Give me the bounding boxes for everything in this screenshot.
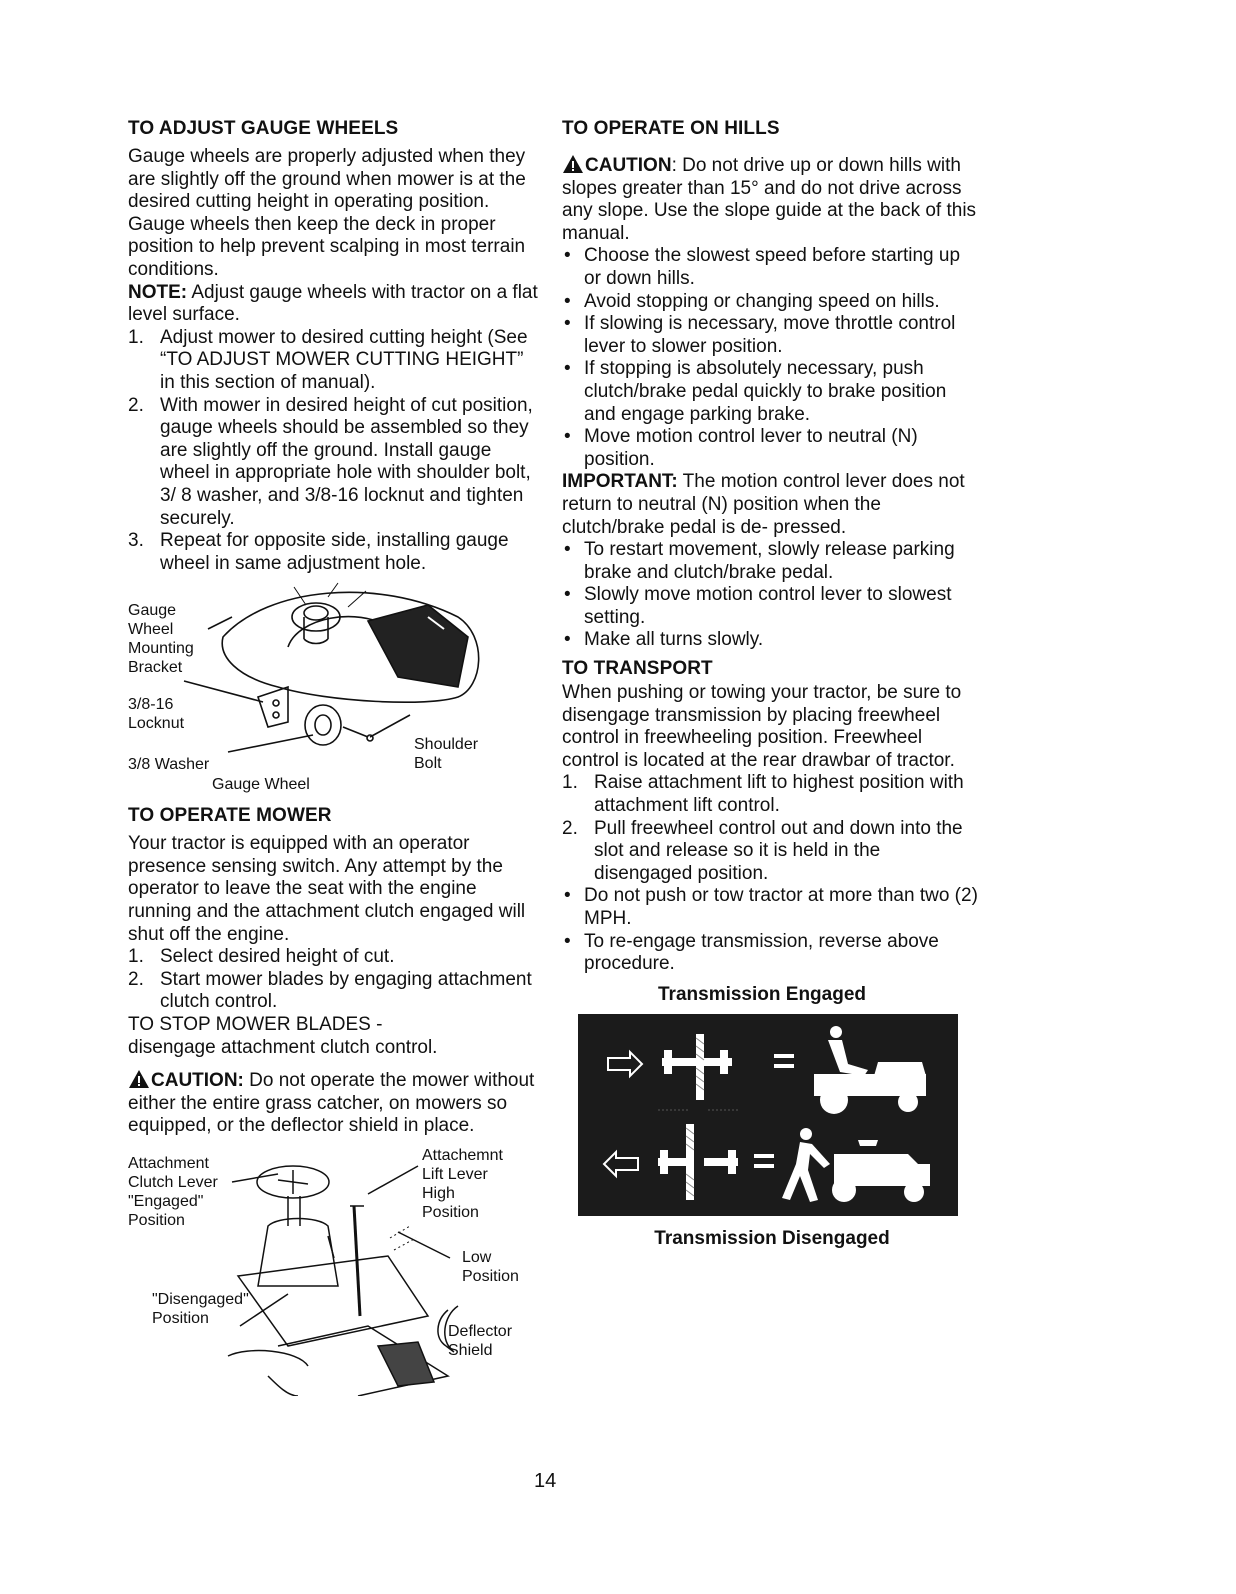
list-item: 3. Repeat for opposite side, installing gauge wheel in same adjustment hole. bbox=[128, 530, 509, 574]
gauge-steps bbox=[128, 327, 538, 576]
transmission-engaged-caption: Transmission Engaged bbox=[658, 983, 866, 1005]
label-wheel: Wheel bbox=[128, 621, 174, 639]
hills-heading: TO OPERATE ON HILLS bbox=[562, 118, 780, 139]
label-low-position: Position bbox=[462, 1268, 519, 1285]
label-bracket: Bracket bbox=[128, 659, 183, 677]
label-disengaged-position: Position bbox=[152, 1310, 209, 1327]
label-washer: 3/8 Washer bbox=[128, 756, 210, 774]
list-item: 2. Pull freewheel control out and down into the slot and release so it is held in the disengaged position. bbox=[562, 817, 963, 884]
transport-bullets bbox=[562, 885, 982, 975]
important-label: IMPORTANT: bbox=[562, 471, 678, 493]
list-item: 2. With mower in desired height of cut position, gauge wheels should be assembled so they are slightly off the ground. Install gauge wheel in appropriate hole with shoulder bolt, 3/ 8 washer, and 3/8-16 locknut and tighten securely. bbox=[128, 394, 533, 529]
caution-label: CAUTION bbox=[585, 155, 672, 176]
mower-controls-figure bbox=[128, 1146, 538, 1396]
list-item: 2. Start mower blades by engaging attachment clutch control. bbox=[128, 968, 532, 1013]
label-low: Low bbox=[462, 1249, 492, 1266]
list-item: • Slowly move motion control lever to slowest setting. bbox=[564, 584, 952, 628]
label-engaged-position: Position bbox=[128, 1212, 185, 1229]
operate-steps bbox=[128, 946, 538, 1014]
label-attachemnt: Attachemnt bbox=[422, 1147, 503, 1164]
gauge-wheels-intro: Gauge wheels are properly adjusted when they are slightly off the ground when mower is at the desired cutting height in operating position. Gauge wheels then keep the deck in proper position to help prevent scalping in most terrain conditions. bbox=[128, 146, 526, 280]
label-shoulder: Shoulder bbox=[414, 736, 479, 754]
label-high: High bbox=[422, 1185, 455, 1202]
label-gauge: Gauge bbox=[128, 602, 177, 620]
note-label: NOTE: bbox=[128, 281, 188, 303]
important-note bbox=[562, 471, 982, 539]
list-item: • Avoid stopping or changing speed on hills. bbox=[564, 290, 940, 312]
label-engaged: "Engaged" bbox=[128, 1193, 204, 1210]
warning-icon bbox=[562, 154, 584, 174]
operate-mower-intro: Your tractor is equipped with an operator presence sensing switch. Any attempt by the operator to leave the seat with the engine running and the attachment clutch engaged will shut off the engine. bbox=[128, 833, 526, 945]
label-deflector: Deflector bbox=[448, 1323, 513, 1340]
hills-bullets-2 bbox=[562, 539, 982, 652]
list-item: • Choose the slowest speed before starting up or down hills. bbox=[564, 245, 961, 289]
stop-blades-text: disengage attachment clutch control. bbox=[128, 1036, 438, 1058]
label-locknut-size: 3/8-16 bbox=[128, 696, 174, 714]
left-column bbox=[128, 118, 538, 1396]
hills-bullets bbox=[562, 245, 982, 471]
transport-heading: TO TRANSPORT bbox=[562, 658, 713, 680]
label-disengaged: "Disengaged" bbox=[152, 1291, 249, 1308]
transmission-panel bbox=[578, 1014, 958, 1216]
page-number: 14 bbox=[534, 1470, 557, 1492]
caution-text: : Do not drive up or down hills with slopes greater than 15° and do not drive across any slope. Use the slope guide at the back of this manual. bbox=[562, 155, 977, 244]
list-item: 1. Adjust mower to desired cutting height (See “TO ADJUST MOWER CUTTING HEIGHT” in this section of manual). bbox=[128, 326, 528, 393]
label-mounting: Mounting bbox=[128, 640, 194, 658]
gauge-wheel-figure bbox=[128, 577, 538, 793]
warning-icon bbox=[128, 1069, 150, 1089]
list-item: • Move motion control lever to neutral (N) position. bbox=[564, 426, 918, 470]
label-bolt: Bolt bbox=[414, 755, 442, 773]
label-gauge-wheel: Gauge Wheel bbox=[212, 776, 310, 794]
important-text: The motion control lever does not return to neutral (N) position when the clutch/brake pedal is de- pressed. bbox=[562, 471, 965, 538]
right-column bbox=[562, 118, 982, 1250]
transmission-disengaged-caption: Transmission Disengaged bbox=[654, 1227, 890, 1249]
label-high-position: Position bbox=[422, 1204, 479, 1221]
label-locknut: Locknut bbox=[128, 715, 185, 733]
list-item: • If stopping is absolutely necessary, push clutch/brake pedal quickly to brake position and engage parking brake. bbox=[564, 358, 947, 425]
label-lift-lever: Lift Lever bbox=[422, 1166, 488, 1183]
transport-steps bbox=[562, 772, 982, 885]
list-item: 1. Raise attachment lift to highest position with attachment lift control. bbox=[562, 772, 964, 817]
caution-text: Do not operate the mower without either the entire grass catcher, on mowers so equipped, or the deflector shield in place. bbox=[128, 1070, 535, 1137]
list-item: • If slowing is necessary, move throttle control lever to slower position. bbox=[564, 313, 956, 357]
list-item: • Do not push or tow tractor at more than two (2) MPH. bbox=[564, 885, 978, 929]
label-clutch-lever: Clutch Lever bbox=[128, 1174, 218, 1191]
transport-intro: When pushing or towing your tractor, be sure to disengage transmission by placing freewheel control in freewheeling position. Freewheel control is located at the rear drawbar of tractor. bbox=[562, 682, 962, 771]
gauge-note bbox=[128, 282, 538, 327]
stop-blades-heading: TO STOP MOWER BLADES - bbox=[128, 1014, 383, 1036]
operate-mower-heading: TO OPERATE MOWER bbox=[128, 805, 332, 827]
gauge-wheels-heading: TO ADJUST GAUGE WHEELS bbox=[128, 118, 399, 139]
note-text: Adjust gauge wheels with tractor on a flat level surface. bbox=[128, 281, 538, 326]
hills-caution bbox=[562, 154, 982, 245]
list-item: • To re-engage transmission, reverse above procedure. bbox=[564, 930, 939, 975]
operate-caution bbox=[128, 1069, 538, 1138]
caution-label: CAUTION: bbox=[151, 1070, 244, 1092]
label-shield: Shield bbox=[448, 1342, 493, 1359]
list-item: • Make all turns slowly. bbox=[564, 629, 764, 651]
label-attachment: Attachment bbox=[128, 1155, 209, 1172]
list-item: • To restart movement, slowly release parking brake and clutch/brake pedal. bbox=[564, 539, 955, 583]
list-item: 1. Select desired height of cut. bbox=[128, 946, 395, 968]
